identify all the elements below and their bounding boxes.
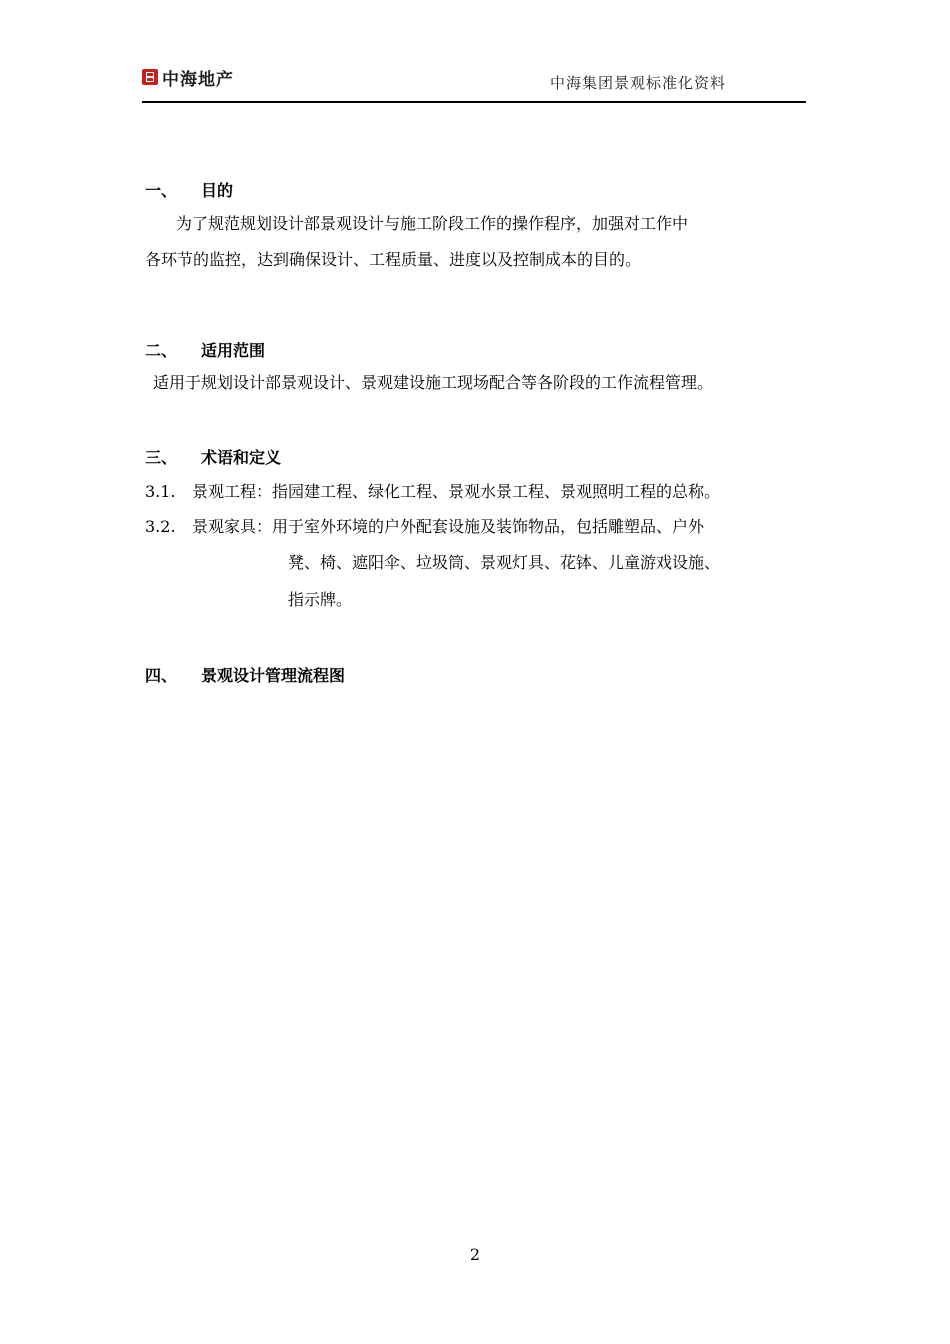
section-title: 适用范围 xyxy=(201,341,266,360)
section-number: 三、 xyxy=(145,448,178,467)
page-header xyxy=(142,62,806,102)
definition-line: 指示牌。 xyxy=(288,590,353,609)
definition-number: 3.1. xyxy=(145,482,176,501)
section-heading-terms xyxy=(145,445,281,468)
definition-line: 凳、椅、遮阳伞、垃圾筒、景观灯具、花钵、儿童游戏设施、 xyxy=(288,553,721,572)
section-title: 景观设计管理流程图 xyxy=(201,666,346,685)
section-number: 四、 xyxy=(145,666,178,685)
section-heading-scope xyxy=(145,338,265,361)
page-number: 2 xyxy=(469,1245,481,1264)
section-heading-flowchart xyxy=(145,663,345,686)
section-title: 术语和定义 xyxy=(201,448,282,467)
definition-line: 景观工程：指园建工程、绿化工程、景观水景工程、景观照明工程的总称。 xyxy=(192,482,721,501)
definition-number: 3.2. xyxy=(145,517,176,536)
header-title: 中海集团景观标准化资料 xyxy=(549,74,726,92)
section-number: 一、 xyxy=(145,181,178,200)
paragraph-line: 各环节的监控，达到确保设计、工程质量、进度以及控制成本的目的。 xyxy=(145,250,642,269)
section-heading-purpose xyxy=(145,178,233,201)
paragraph-line: 为了规范规划设计部景观设计与施工阶段工作的操作程序，加强对工作中 xyxy=(176,214,689,233)
definition-line: 景观家具：用于室外环境的户外配套设施及装饰物品，包括雕塑品、户外 xyxy=(192,517,705,536)
logo-seal-icon xyxy=(142,69,158,85)
logo-text: 中海地产 xyxy=(162,69,234,90)
paragraph-line: 适用于规划设计部景观设计、景观建设施工现场配合等各阶段的工作流程管理。 xyxy=(153,373,714,392)
company-logo xyxy=(142,66,234,88)
section-title: 目的 xyxy=(201,181,234,200)
header-divider xyxy=(142,101,806,103)
section-number: 二、 xyxy=(145,341,178,360)
